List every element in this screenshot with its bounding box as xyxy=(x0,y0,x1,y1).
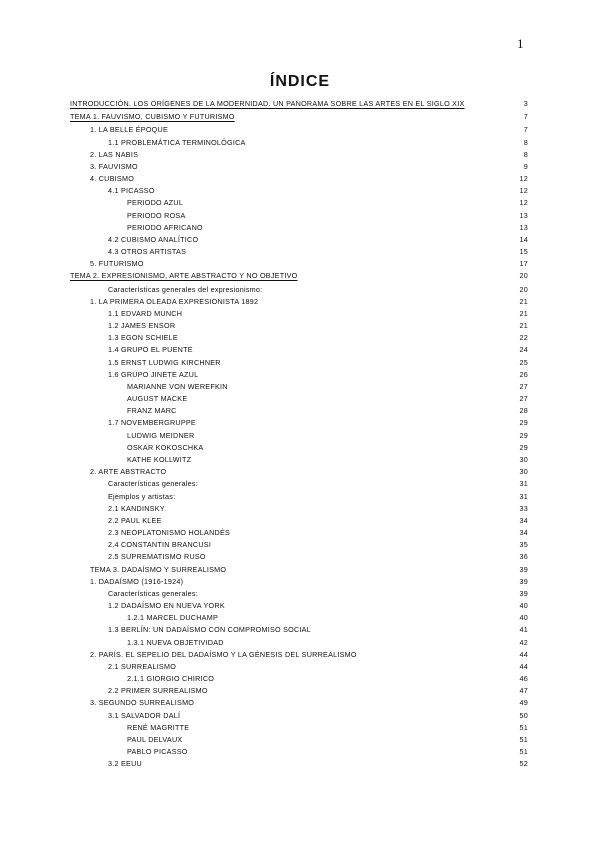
toc-entry-label: 1. DADAÍSMO (1916-1924) xyxy=(90,576,184,586)
toc-entry[interactable] xyxy=(70,357,528,369)
toc-entry[interactable] xyxy=(70,649,528,661)
toc-entry-label: 5. FUTURISMO xyxy=(90,259,144,269)
toc-entry-label: 2.1.1 GIORGIO CHIRICO xyxy=(127,674,215,684)
toc-entry[interactable] xyxy=(70,491,528,503)
toc-entry[interactable] xyxy=(70,478,528,490)
toc-entry[interactable] xyxy=(70,758,528,770)
toc-entry-label: 2.1 KANDINSKY xyxy=(108,503,165,513)
toc-entry[interactable] xyxy=(70,637,528,649)
toc-entry[interactable] xyxy=(70,612,528,624)
toc-entry-label: 1.2 JAMES ENSOR xyxy=(108,321,176,331)
toc-entry-page: 29 xyxy=(519,418,528,428)
toc-entry-label: 1.4 GRUPO EL PUENTE xyxy=(108,345,193,355)
toc-entry[interactable] xyxy=(70,332,528,344)
toc-entry-label: 2.5 SUPREMATISMO RUSO xyxy=(108,552,206,562)
toc-entry-page: 31 xyxy=(519,479,528,489)
toc-entry-label: 2.2 PAUL KLEE xyxy=(108,515,162,525)
toc-entry[interactable] xyxy=(70,722,528,734)
toc-entry-label: RENÉ MAGRITTE xyxy=(127,722,190,732)
toc-entry-page: 34 xyxy=(519,528,528,538)
toc-entry-label: 2. LAS NABIS xyxy=(90,149,139,159)
toc-entry-page: 13 xyxy=(519,222,528,232)
toc-entry-page: 39 xyxy=(519,588,528,598)
toc-entry-label: TEMA 2. EXPRESIONISMO, ARTE ABSTRACTO Y NO OBJETIVO xyxy=(70,271,298,281)
page-number: 1 xyxy=(517,36,524,51)
toc-entry[interactable] xyxy=(70,746,528,758)
toc-entry[interactable] xyxy=(70,551,528,563)
toc-entry-page: 42 xyxy=(519,637,528,647)
toc-entry-page: 44 xyxy=(519,649,528,659)
toc-entry-label: 1.3 EGON SCHIELE xyxy=(108,333,178,343)
toc-entry-page: 20 xyxy=(519,284,528,294)
toc-entry-label: Ejemplos y artistas: xyxy=(108,491,176,501)
toc-entry[interactable] xyxy=(70,381,528,393)
toc-entry[interactable] xyxy=(70,466,528,478)
toc-entry-page: 7 xyxy=(523,112,528,122)
toc-entry-page: 35 xyxy=(519,540,528,550)
toc-entry-label: 4. CUBISMO xyxy=(90,174,135,184)
toc-entry-page: 40 xyxy=(519,601,528,611)
toc-entry-page: 39 xyxy=(519,576,528,586)
toc-entry-page: 29 xyxy=(519,442,528,452)
toc-entry[interactable] xyxy=(70,246,528,258)
toc-entry-label: 3.1 SALVADOR DALÍ xyxy=(108,710,181,720)
page-title: ÍNDICE xyxy=(269,73,331,90)
toc-entry[interactable] xyxy=(70,503,528,515)
toc-entry-page: 47 xyxy=(519,686,528,696)
toc-entry[interactable] xyxy=(70,527,528,539)
toc-entry-label: PABLO PICASSO xyxy=(127,747,188,757)
toc-entry[interactable] xyxy=(70,624,528,636)
toc-entry-label: 4.2 CUBISMO ANALÍTICO xyxy=(108,234,199,244)
toc-entry-page: 49 xyxy=(519,698,528,708)
toc-entry-label: 3.2 EEUU xyxy=(108,759,142,769)
toc-entry[interactable] xyxy=(70,600,528,612)
toc-entry-page: 44 xyxy=(519,661,528,671)
toc-entry[interactable] xyxy=(70,417,528,429)
toc-entry[interactable] xyxy=(70,197,528,209)
toc-entry[interactable] xyxy=(70,344,528,356)
toc-entry-label: 1.6 GRUPO JINETE AZUL xyxy=(108,369,199,379)
toc-entry-page: 31 xyxy=(519,491,528,501)
toc-entry-page: 20 xyxy=(519,271,528,281)
toc-entry-label: AUGUST MACKE xyxy=(127,394,188,404)
table-of-contents xyxy=(70,98,528,770)
toc-entry-page: 51 xyxy=(519,734,528,744)
toc-entry-page: 3 xyxy=(523,99,528,108)
toc-entry-label: 1.2 DADAÍSMO EN NUEVA YORK xyxy=(108,601,225,611)
toc-entry-page: 51 xyxy=(519,722,528,732)
toc-entry[interactable] xyxy=(70,296,528,308)
toc-entry-label: Características generales del expresionismo: xyxy=(108,284,263,294)
toc-entry-page: 8 xyxy=(523,137,528,147)
toc-entry-page: 24 xyxy=(519,345,528,355)
toc-entry[interactable] xyxy=(70,576,528,588)
toc-entry-page: 7 xyxy=(523,125,528,135)
toc-entry[interactable] xyxy=(70,111,528,124)
toc-entry-label: FRANZ MARC xyxy=(127,406,177,416)
toc-entry[interactable] xyxy=(70,124,528,136)
toc-entry-label: 1.5 ERNST LUDWIG KIRCHNER xyxy=(108,357,221,367)
toc-entry-page: 40 xyxy=(519,613,528,623)
toc-entry[interactable] xyxy=(70,222,528,234)
toc-entry[interactable] xyxy=(70,161,528,173)
toc-entry[interactable] xyxy=(70,697,528,709)
toc-entry-page: 21 xyxy=(519,308,528,318)
toc-entry[interactable] xyxy=(70,430,528,442)
toc-entry-page: 25 xyxy=(519,357,528,367)
toc-entry-page: 27 xyxy=(519,381,528,391)
toc-entry[interactable] xyxy=(70,673,528,685)
toc-entry-page: 21 xyxy=(519,321,528,331)
toc-entry[interactable] xyxy=(70,564,528,576)
toc-entry[interactable] xyxy=(70,284,528,296)
toc-entry-page: 33 xyxy=(519,503,528,513)
toc-entry-page: 50 xyxy=(519,710,528,720)
toc-entry[interactable] xyxy=(70,405,528,417)
toc-entry-label: 2.3 NEOPLATONISMO HOLANDÉS xyxy=(108,528,231,538)
toc-entry-label: PERIODO AFRICANO xyxy=(127,222,203,232)
toc-entry-page: 30 xyxy=(519,467,528,477)
toc-entry-page: 36 xyxy=(519,552,528,562)
toc-entry-label: PERIODO AZUL xyxy=(127,198,184,208)
toc-entry-label: 1.7 NOVEMBERGRUPPE xyxy=(108,418,196,428)
toc-entry[interactable] xyxy=(70,588,528,600)
toc-entry-label: Características generales: xyxy=(108,588,198,598)
toc-entry-label: PERIODO ROSA xyxy=(127,210,186,220)
toc-entry-label: 2.2 PRIMER SURREALISMO xyxy=(108,686,208,696)
toc-entry-page: 51 xyxy=(519,747,528,757)
toc-entry-label: 2.4 CONSTANTIN BRANCUSI xyxy=(108,540,212,550)
toc-entry-label: PAUL DELVAUX xyxy=(127,734,183,744)
toc-entry[interactable] xyxy=(70,539,528,551)
toc-entry-page: 17 xyxy=(519,259,528,269)
toc-entry[interactable] xyxy=(70,234,528,246)
toc-entry-label: 1.1 EDVARD MUNCH xyxy=(108,308,183,318)
toc-entry-label: 1. LA PRIMERA OLEADA EXPRESIONISTA 1892 xyxy=(90,296,259,306)
toc-entry-page: 9 xyxy=(523,161,528,171)
toc-entry[interactable] xyxy=(70,210,528,222)
toc-entry-page: 21 xyxy=(519,296,528,306)
toc-entry-page: 13 xyxy=(519,210,528,220)
toc-entry[interactable] xyxy=(70,661,528,673)
toc-entry[interactable] xyxy=(70,258,528,270)
toc-entry[interactable] xyxy=(70,173,528,185)
toc-entry[interactable] xyxy=(70,685,528,697)
toc-entry[interactable] xyxy=(70,393,528,405)
toc-entry-page: 14 xyxy=(519,234,528,244)
toc-entry-page: 29 xyxy=(519,430,528,440)
toc-entry-page: 12 xyxy=(519,186,528,196)
toc-entry-label: 1.1 PROBLEMÁTICA TERMINOLÓGICA xyxy=(108,137,246,147)
toc-entry-label: 4.1 PICASSO xyxy=(108,186,155,196)
toc-entry[interactable] xyxy=(70,442,528,454)
toc-entry-page: 52 xyxy=(519,759,528,769)
toc-entry-page: 15 xyxy=(519,247,528,257)
toc-entry[interactable] xyxy=(70,98,528,111)
toc-entry[interactable] xyxy=(70,185,528,197)
toc-entry-page: 22 xyxy=(519,333,528,343)
toc-entry-label: 2. ARTE ABSTRACTO xyxy=(90,467,167,477)
toc-entry-page: 46 xyxy=(519,674,528,684)
toc-entry-page: 30 xyxy=(519,454,528,464)
toc-entry-page: 8 xyxy=(523,149,528,159)
toc-entry[interactable] xyxy=(70,369,528,381)
toc-entry[interactable] xyxy=(70,734,528,746)
toc-entry-label: MARIANNE VON WEREFKIN xyxy=(127,381,228,391)
toc-entry-page: 27 xyxy=(519,394,528,404)
toc-entry-label: TEMA 3. DADAÍSMO Y SURREALISMO xyxy=(90,564,227,574)
toc-entry[interactable] xyxy=(70,149,528,161)
toc-entry-page: 39 xyxy=(519,564,528,574)
toc-entry-label: 3. FAUVISMO xyxy=(90,161,138,171)
toc-entry-label: 1. LA BELLE ÉPOQUE xyxy=(90,125,169,135)
toc-entry-label: KATHE KOLLWITZ xyxy=(127,454,192,464)
toc-entry[interactable] xyxy=(70,308,528,320)
toc-entry-label: 3. SEGUNDO SURREALISMO xyxy=(90,698,195,708)
toc-entry[interactable] xyxy=(70,515,528,527)
toc-entry[interactable] xyxy=(70,710,528,722)
toc-entry[interactable] xyxy=(70,320,528,332)
toc-entry-label: 2.1 SURREALISMO xyxy=(108,661,177,671)
toc-entry[interactable] xyxy=(70,137,528,149)
toc-entry[interactable] xyxy=(70,454,528,466)
toc-entry-page: 12 xyxy=(519,174,528,184)
toc-entry-label: INTRODUCCIÓN. LOS ORÍGENES DE LA MODERNIDAD. UN PANORAMA SOBRE LAS ARTES EN EL SIGLO XIX xyxy=(70,99,465,108)
toc-entry-label: 4.3 OTROS ARTISTAS xyxy=(108,247,187,257)
toc-entry-label: Características generales: xyxy=(108,479,198,489)
toc-entry-label: 2. PARÍS. EL SEPELIO DEL DADAÍSMO Y LA GÉNESIS DEL SURREALISMO xyxy=(90,649,357,659)
toc-entry-label: LUDWIG MEIDNER xyxy=(127,430,195,440)
toc-entry-page: 41 xyxy=(519,625,528,635)
toc-entry-label: TEMA 1. FAUVISMO, CUBISMO Y FUTURISMO xyxy=(70,112,235,122)
toc-entry-page: 28 xyxy=(519,406,528,416)
toc-entry[interactable] xyxy=(70,270,528,283)
toc-entry-label: 1.3.1 NUEVA OBJETIVIDAD xyxy=(127,637,224,647)
toc-entry-page: 12 xyxy=(519,198,528,208)
toc-entry-label: 1.3 BERLÍN: UN DADAÍSMO CON COMPROMISO SOCIAL xyxy=(108,625,311,635)
toc-entry-label: 1.2.1 MARCEL DUCHAMP xyxy=(127,613,219,623)
toc-entry-label: OSKAR KOKOSCHKA xyxy=(127,442,204,452)
toc-entry-page: 26 xyxy=(519,369,528,379)
toc-entry-page: 34 xyxy=(519,515,528,525)
